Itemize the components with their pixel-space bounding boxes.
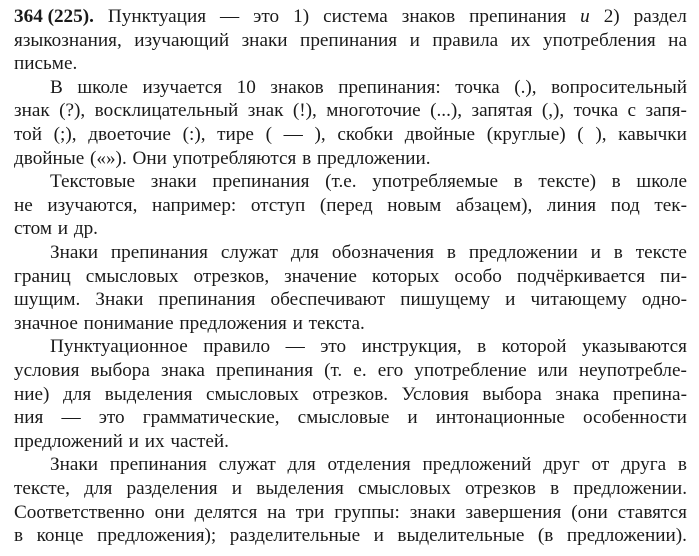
- word: для: [287, 454, 316, 476]
- word: одно-: [641, 289, 687, 311]
- word: выделения: [104, 383, 193, 405]
- word: смысловых: [85, 265, 179, 287]
- word: употребления: [543, 29, 656, 51]
- text-line: [14, 29, 687, 53]
- word: изучаются,: [47, 194, 138, 216]
- text-line: [14, 501, 687, 525]
- word: предложении: [468, 242, 578, 263]
- word: которых: [371, 265, 440, 287]
- word: они: [154, 501, 185, 523]
- word: их: [144, 430, 165, 452]
- word: и: [373, 525, 384, 547]
- word: знаки: [241, 29, 288, 51]
- word: препинания: [109, 454, 207, 476]
- word: знаки: [150, 171, 197, 193]
- word: (;),: [53, 124, 77, 145]
- word: предложении).: [566, 525, 687, 547]
- word: знаки: [409, 501, 456, 523]
- word: для: [63, 383, 92, 405]
- word: (...),: [430, 100, 463, 122]
- word: двойные: [14, 147, 85, 169]
- word: знаков: [270, 76, 324, 98]
- word: письме.: [14, 53, 78, 75]
- word: («»).: [89, 147, 127, 169]
- word: правила: [432, 29, 499, 51]
- word: в: [613, 242, 623, 263]
- text-line: [50, 335, 687, 359]
- word: тексте: [635, 242, 687, 263]
- word: особо: [454, 265, 502, 287]
- word: предложении.: [316, 147, 431, 169]
- word: с: [627, 100, 637, 122]
- text-line: [50, 76, 687, 100]
- word: интонационные: [435, 407, 565, 429]
- word: и: [407, 407, 418, 429]
- word: в: [14, 525, 24, 547]
- word: е.: [353, 360, 367, 381]
- word: не: [14, 194, 33, 216]
- word: служат: [220, 242, 278, 263]
- word: (круглые): [486, 124, 566, 145]
- word: Пунктуация: [107, 6, 207, 27]
- word: шущим.: [14, 289, 81, 311]
- word: препина-: [612, 383, 687, 405]
- text-line: [14, 312, 365, 336]
- word: для: [290, 242, 319, 263]
- word: школе: [77, 76, 128, 98]
- word: препинания: [469, 6, 567, 27]
- word: препинания: [158, 289, 256, 311]
- word: и: [505, 289, 516, 311]
- word: разделительные: [229, 525, 361, 547]
- word: особенности: [582, 407, 687, 429]
- word: и: [580, 6, 590, 27]
- word: условия: [14, 360, 80, 381]
- word: двоеточие: [88, 124, 171, 145]
- word: читающему: [530, 289, 627, 311]
- word: Условия: [401, 383, 469, 405]
- word: отрезков.: [312, 383, 389, 405]
- word: (!),: [292, 100, 317, 122]
- word: Знаки: [95, 289, 144, 311]
- text-line: [14, 217, 98, 241]
- word: на: [668, 29, 687, 51]
- word: его: [377, 360, 404, 381]
- word: школе: [636, 171, 687, 193]
- word: текста.: [308, 312, 365, 334]
- word: запя-: [645, 100, 687, 122]
- word: ),: [314, 124, 326, 145]
- word: предложения);: [97, 525, 217, 547]
- word: —: [61, 407, 81, 429]
- word: (перед: [319, 194, 373, 216]
- word: правило: [203, 336, 271, 358]
- word: (т.е.: [325, 171, 357, 193]
- word: инструкция,: [361, 336, 462, 358]
- word: значное: [14, 312, 78, 334]
- word: в: [513, 171, 523, 193]
- word: кавычки: [618, 124, 687, 145]
- text-line: [14, 406, 687, 430]
- word: раздел: [633, 6, 687, 27]
- word: система: [323, 6, 388, 27]
- word: Соответственно: [14, 501, 145, 523]
- word: пишущему: [400, 289, 491, 311]
- word: (они: [571, 501, 608, 523]
- word: употребляемые: [372, 171, 498, 193]
- word: в: [446, 242, 456, 263]
- text-line: [14, 288, 687, 312]
- word: в: [611, 171, 621, 193]
- word: выделительные: [397, 525, 525, 547]
- word: смысловых: [358, 478, 451, 499]
- word: употребляются: [172, 147, 297, 169]
- word: под: [610, 194, 640, 216]
- word: в: [550, 478, 560, 499]
- word: пи-: [660, 265, 687, 287]
- word: запятая: [471, 100, 533, 122]
- word: Они: [132, 147, 167, 169]
- word: знака: [555, 383, 600, 405]
- word: смысловые: [297, 407, 390, 429]
- word: вопросительный: [551, 76, 687, 98]
- word: указываются: [581, 336, 687, 358]
- text-line: [14, 123, 687, 147]
- word: или: [537, 360, 568, 381]
- exercise-number: 364 (225).: [14, 6, 94, 27]
- text-line: [14, 359, 687, 383]
- word: знак: [247, 100, 284, 122]
- word: знаков: [401, 6, 456, 27]
- word: (в: [537, 525, 554, 547]
- word: и: [409, 29, 420, 51]
- word: в: [302, 147, 312, 169]
- word: в: [477, 336, 487, 358]
- word: частей.: [170, 430, 229, 452]
- word: др.: [73, 218, 98, 240]
- word: ставятся: [617, 501, 687, 523]
- word: стом: [14, 218, 53, 240]
- word: языкознания,: [14, 29, 122, 51]
- word: той: [14, 124, 42, 145]
- word: знак: [14, 100, 50, 122]
- word: (?),: [59, 100, 86, 122]
- word: знака: [160, 360, 205, 381]
- word: и: [590, 242, 601, 263]
- word: предложении.: [573, 478, 687, 499]
- word: употребление: [414, 360, 527, 381]
- word: препинания: [110, 242, 208, 263]
- text-line: [50, 453, 687, 477]
- word: Знаки: [50, 454, 98, 476]
- word: тексте): [538, 171, 596, 193]
- word: препинания: [212, 171, 310, 193]
- word: три: [295, 501, 325, 523]
- word: Пунктуационное: [50, 336, 188, 358]
- text-line: [14, 524, 687, 548]
- word: служат: [218, 454, 276, 476]
- word: (:),: [182, 124, 206, 145]
- word: понимание: [83, 312, 174, 334]
- word: на: [267, 501, 286, 523]
- word: тексте,: [14, 478, 70, 499]
- word: например:: [152, 194, 237, 216]
- word: выбора: [482, 383, 542, 405]
- word: 2): [603, 6, 620, 27]
- word: грамматические,: [142, 407, 280, 429]
- word: (т.: [324, 360, 343, 381]
- word: обозначения: [331, 242, 434, 263]
- word: В: [50, 76, 63, 98]
- word: —: [283, 124, 303, 145]
- word: выбора: [90, 360, 150, 381]
- text-line: [50, 170, 687, 194]
- word: это: [253, 6, 280, 27]
- word: точка: [573, 100, 619, 122]
- word: новым: [387, 194, 442, 216]
- word: от: [591, 454, 610, 476]
- word: и: [128, 430, 139, 452]
- word: 1): [293, 6, 310, 27]
- word: конце: [36, 525, 84, 547]
- word: и: [57, 218, 69, 240]
- word: друг: [543, 454, 580, 476]
- text-line: [14, 477, 687, 501]
- word: делятся: [194, 501, 258, 523]
- word: ние): [14, 383, 50, 405]
- word: в: [677, 454, 687, 476]
- text-line: [14, 383, 687, 407]
- word: обеспечивают: [270, 289, 386, 311]
- word: 10: [236, 76, 256, 98]
- word: двойные: [404, 124, 476, 145]
- word: отступ: [250, 194, 306, 216]
- text-line: [14, 99, 687, 123]
- word: препинания: [215, 360, 314, 381]
- word: их: [510, 29, 531, 51]
- word: ния: [14, 407, 44, 429]
- word: абзацем),: [455, 194, 533, 216]
- word: отделения: [327, 454, 411, 476]
- word: Знаки: [50, 242, 98, 263]
- word: (: [265, 124, 272, 145]
- word: границ: [14, 265, 71, 287]
- word: для: [84, 478, 113, 499]
- word: выделения: [256, 478, 344, 499]
- word: предложений: [422, 454, 532, 476]
- word: изучающий: [134, 29, 230, 51]
- word: изучается: [142, 76, 223, 98]
- word: —: [285, 336, 305, 358]
- text-line: [14, 5, 687, 29]
- word: точка: [455, 76, 500, 98]
- word: группы:: [334, 501, 400, 523]
- word: ),: [595, 124, 607, 145]
- word: подчёркивается: [516, 265, 646, 287]
- word: Текстовые: [50, 171, 136, 193]
- word: это: [98, 407, 125, 429]
- text-line: [14, 430, 229, 454]
- text-line: [14, 265, 687, 289]
- word: друга: [621, 454, 667, 476]
- word: завершения: [465, 501, 562, 523]
- word: тире: [217, 124, 254, 145]
- text-line: [14, 147, 431, 171]
- word: восклицательный: [94, 100, 239, 122]
- word: линия: [546, 194, 597, 216]
- word: (,),: [541, 100, 565, 122]
- text-line: [50, 241, 687, 265]
- word: предложений: [14, 430, 123, 452]
- word: которой: [501, 336, 567, 358]
- word: (: [577, 124, 584, 145]
- word: отрезков,: [193, 265, 270, 287]
- word: и: [292, 312, 303, 334]
- word: многоточие: [326, 100, 421, 122]
- text-line: [14, 52, 77, 76]
- word: скобки: [337, 124, 394, 145]
- word: смысловых: [206, 383, 299, 405]
- word: и: [231, 478, 243, 499]
- word: это: [320, 336, 347, 358]
- word: значение: [284, 265, 357, 287]
- word: тек-: [654, 194, 687, 216]
- word: отрезков: [465, 478, 536, 499]
- word: —: [220, 6, 240, 27]
- text-line: [14, 194, 687, 218]
- word: препинания:: [338, 76, 441, 98]
- word: неупотребле-: [578, 360, 687, 381]
- word: препинания: [300, 29, 398, 51]
- word: предложения: [179, 312, 287, 334]
- word: разделения: [126, 478, 218, 499]
- word: (.),: [514, 76, 537, 98]
